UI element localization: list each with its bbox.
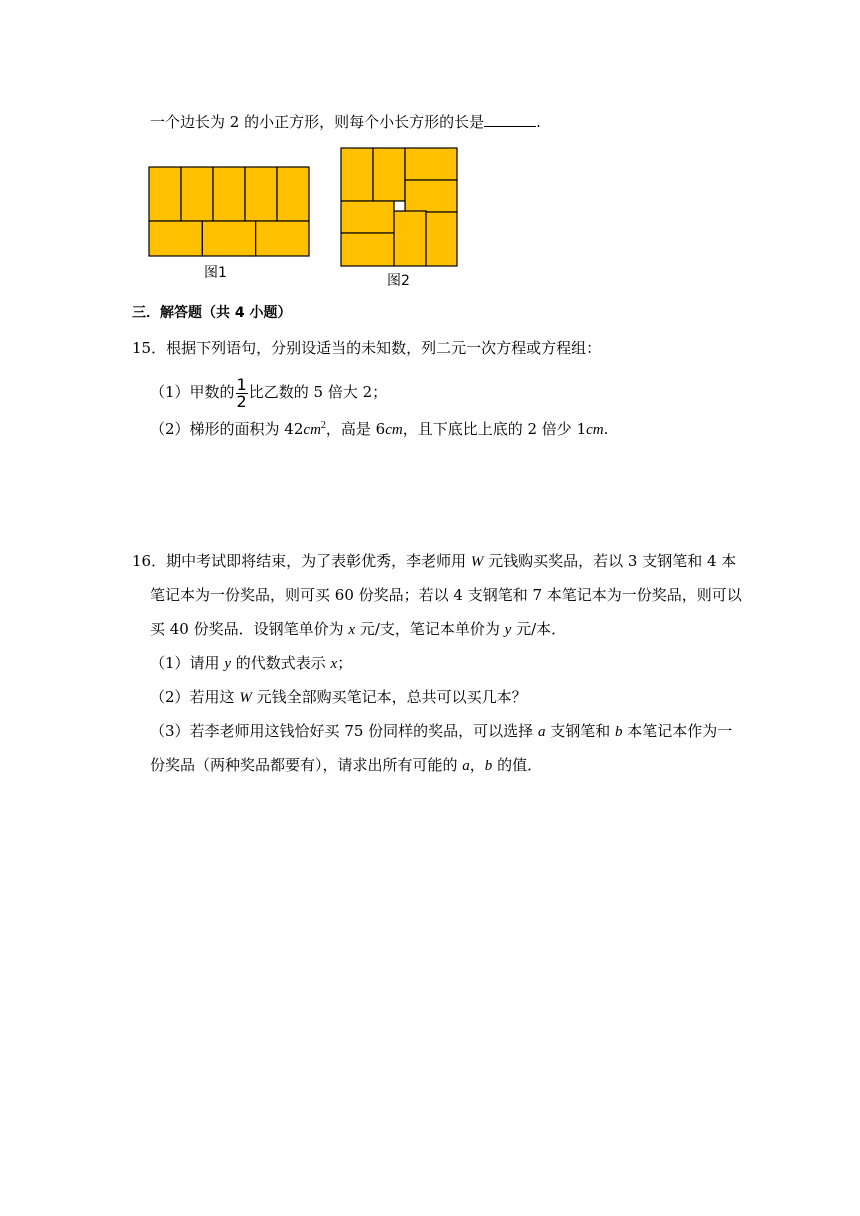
fig2-rect-3	[405, 148, 457, 180]
figure-1-label: 图1	[204, 265, 227, 281]
q16-line-1: 16．期中考试即将结束，为了表彰优秀，李老师用 W 元钱购买奖品，若以 3 支钢笔和 4 本	[132, 552, 737, 570]
fig1-rect-4	[245, 167, 277, 221]
fig2-rect-7	[394, 211, 426, 266]
fig1-rect-3	[213, 167, 245, 221]
fig2-rect-6	[341, 233, 394, 266]
fig1-rect-6	[149, 221, 202, 256]
fig2-rect-9	[394, 201, 405, 211]
fig1-rect-8	[256, 221, 309, 256]
q16-sub-3: （3）若李老师用这钱恰好买 75 份同样的奖品，可以选择 a 支钢笔和 b 本笔记本作为一	[150, 722, 733, 740]
q15-stem: 15．根据下列语句，分别设适当的未知数，列二元一次方程或方程组：	[132, 339, 602, 357]
fig1-rect-5	[277, 167, 309, 221]
section-title: 三．解答题（共 4 小题）	[132, 305, 292, 321]
q15-part1: （1）甲数的 $\frac{1}{2}$ 比乙数的 5 倍大 2；	[150, 374, 388, 411]
fig1-rect-2	[181, 167, 213, 221]
q15-part2: （2）梯形的面积为 $42cm^2$，高是 6cm，且下底比上底的 2 倍少 1cm.	[150, 420, 609, 438]
fig2-rect-4	[405, 180, 457, 212]
q16-sub-3-cont: 份奖品（两种奖品都要有），请求出所有可能的 a，b 的值．	[150, 756, 543, 774]
fill-blank-line: 一个边长为 2 的小正方形，则每个小长方形的长是 .	[150, 113, 541, 131]
fig1-rect-1	[149, 167, 181, 221]
fig2-rect-2	[373, 148, 405, 201]
q16-line-3: 买 40 份奖品．设钢笔单价为 x 元/支，笔记本单价为 y 元/本．	[150, 620, 567, 638]
figure-1-rectangles	[148, 166, 310, 258]
question-text: 一个边长为 2 的小正方形，则每个小长方形的长是	[150, 113, 485, 131]
answer-blank	[484, 112, 536, 127]
figure-2-label: 图2	[387, 273, 410, 289]
fig2-rect-5	[341, 201, 394, 233]
q16-sub-2: （2）若用这 W 元钱全部购买笔记本，总共可以买几本？	[150, 688, 527, 706]
fig1-rect-7	[202, 221, 255, 256]
q16-sub-1: （1）请用 y 的代数式表示 x；	[150, 654, 353, 672]
fig2-rect-8	[426, 212, 457, 266]
q16-line-2: 笔记本为一份奖品，则可买 60 份奖品；若以 4 支钢笔和 7 本笔记本为一份奖品，则可以	[150, 586, 742, 604]
fig2-rect-1	[341, 148, 373, 201]
fraction-one-half: $\frac{1}{2}$	[236, 374, 247, 411]
figure-2-square	[340, 147, 460, 269]
